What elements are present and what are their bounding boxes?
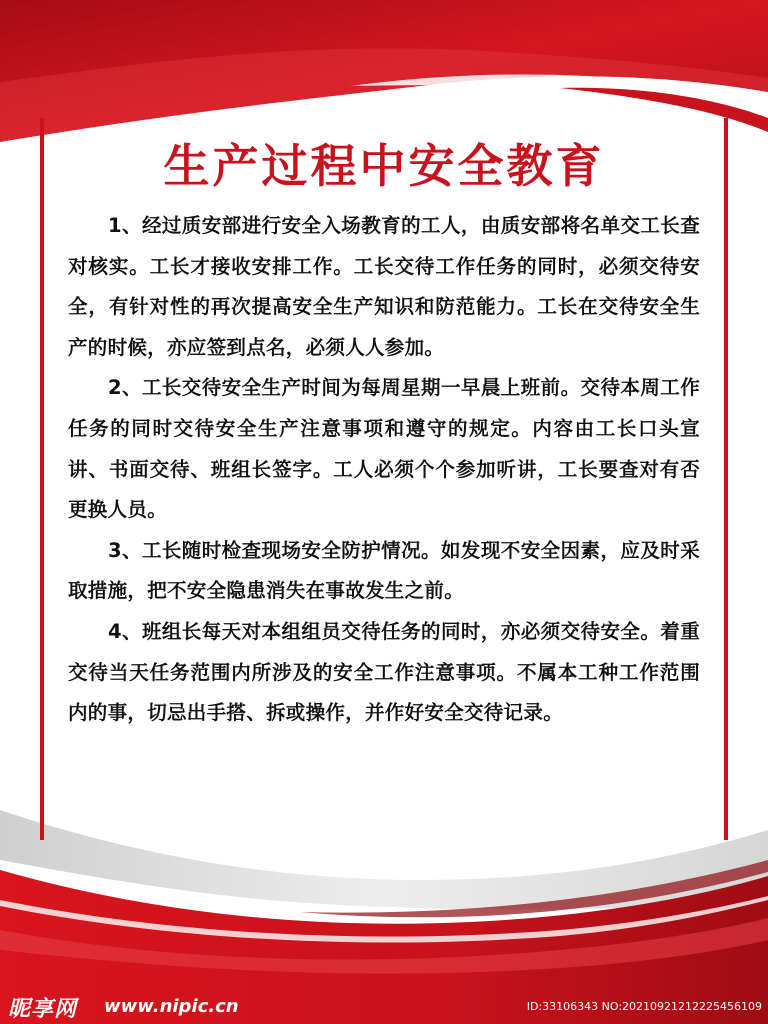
paragraph-2: 2、工长交待安全生产时间为每周星期一早晨上班前。交待本周工作任务的同时交待安全生产注意事项和遵守的规定。内容由工长口头宣讲、书面交待、班组长签字。工人必须个个参加听讲，工长要查对有否更换人员。 [68,376,700,522]
right-border-line [724,118,728,840]
watermark-id: ID:33106343 NO:20210921212225456109 [526,1000,762,1013]
paragraph-4: 4、班组长每天对本组组员交待任务的同时，亦必须交待安全。着重交待当天任务范围内所涉及的安全工作注意事项。不属本工种工作范围内的事，切忌出手搭、拆或操作，并作好安全交待记录。 [68,619,700,725]
content-body [68,206,700,734]
paragraph-1: 1、经过质安部进行安全入场教育的工人，由质安部将名单交工长查对核实。工长才接收安排工作。工长交待工作任务的同时，必须交待安全，有针对性的再次提高安全生产知识和防范能力。工长在交待安全生产的时候，亦应签到点名，必须人人参加。 [68,214,700,359]
watermark-site: www.nipic.cn [104,996,239,1017]
left-border-line [40,118,44,840]
paragraph-3: 3、工长随时检查现场安全防护情况。如发现不安全因素，应及时采取措施，把不安全隐患消失在事故发生之前。 [68,538,700,603]
page-title: 生产过程中安全教育 [163,139,605,193]
watermark-logo: 昵享网 [8,997,78,1022]
